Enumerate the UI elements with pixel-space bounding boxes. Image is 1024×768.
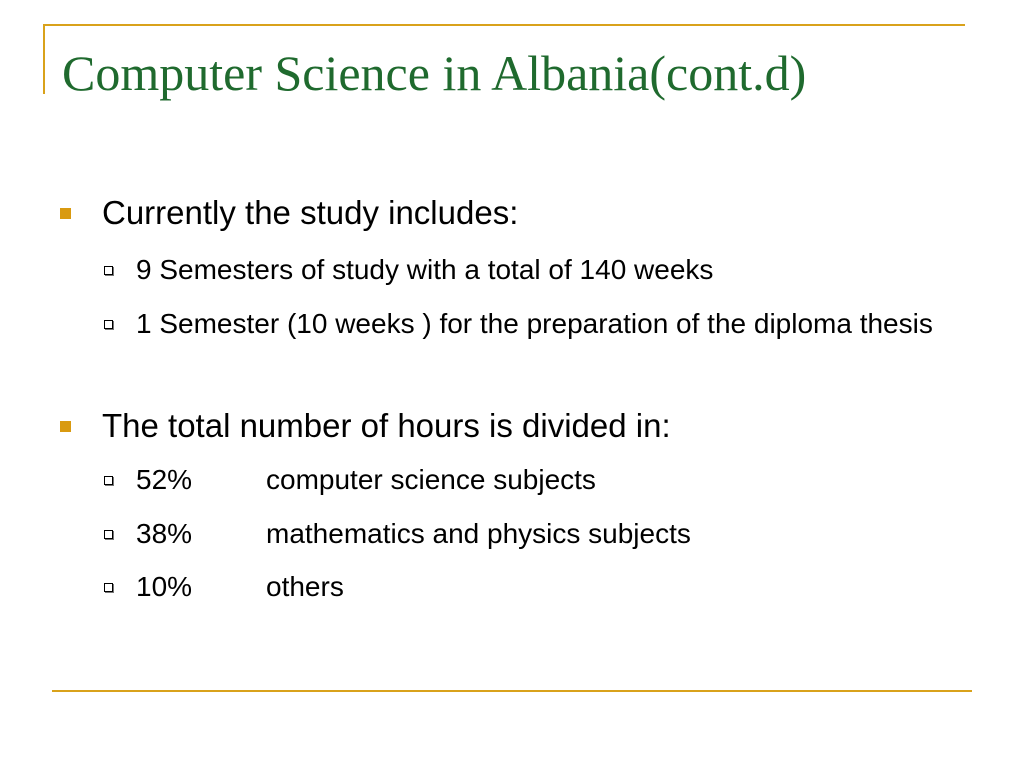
hollow-square-bullet-icon	[104, 476, 113, 485]
hollow-square-bullet-icon	[104, 583, 113, 592]
percentage: 52%	[136, 464, 193, 495]
bullet-text: 9 Semesters of study with a total of 140 weeks	[136, 254, 714, 285]
subject-label: others	[266, 571, 344, 602]
subject-label: mathematics and physics subjects	[266, 518, 691, 549]
bullet-text	[136, 459, 956, 501]
frame-left-rule	[43, 24, 45, 94]
hollow-square-bullet-icon	[104, 530, 113, 539]
square-bullet-icon	[60, 208, 71, 219]
bullet-text	[136, 513, 956, 555]
bullet-text: 1 Semester (10 weeks ) for the preparation of the diploma thesis	[136, 308, 933, 339]
frame-bottom-rule	[52, 690, 972, 692]
frame-top-rule	[43, 24, 965, 26]
hollow-square-bullet-icon	[104, 266, 113, 275]
subject-label: computer science subjects	[266, 464, 596, 495]
bullet-text: The total number of hours is divided in:	[102, 407, 671, 444]
hollow-square-bullet-icon	[104, 320, 113, 329]
percentage: 10%	[136, 571, 193, 602]
square-bullet-icon	[60, 421, 71, 432]
slide-title: Computer Science in Albania(cont.d)	[62, 45, 807, 101]
bullet-text: Currently the study includes:	[102, 194, 519, 231]
bullet-text	[136, 566, 956, 608]
percentage: 38%	[136, 518, 193, 549]
